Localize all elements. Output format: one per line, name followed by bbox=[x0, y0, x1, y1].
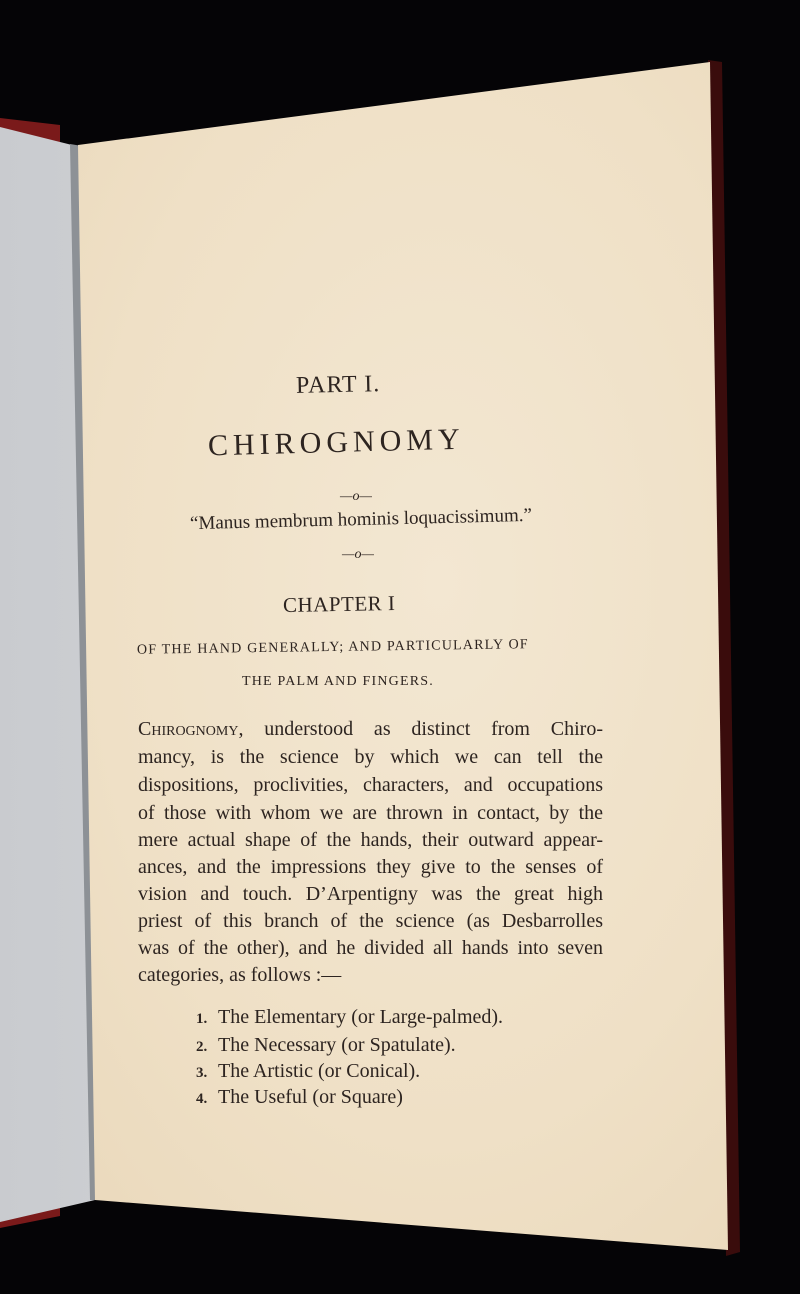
paragraph-line: Chirognomy, understood as distinct from Chiro- bbox=[138, 718, 603, 740]
paragraph-line: was of the other), and he divided all hands into seven bbox=[138, 937, 603, 959]
page-title: CHIROGNOMY bbox=[207, 422, 466, 463]
list-item: 1. The Elementary (or Large-palmed). bbox=[196, 1006, 504, 1028]
paragraph-line: of those with whom we are thrown in contact, by the bbox=[138, 802, 603, 824]
paragraph-line: vision and touch. D’Arpentigny was the great high bbox=[138, 883, 603, 905]
chapter-subheading-line: THE PALM AND FINGERS. bbox=[242, 674, 434, 689]
paragraph-line: ances, and the impressions they give to the senses of bbox=[138, 856, 603, 878]
paragraph-line: mere actual shape of the hands, their outward appear- bbox=[138, 829, 603, 851]
chapter-heading: CHAPTER I bbox=[282, 591, 396, 617]
list-item: 4. The Useful (or Square) bbox=[196, 1086, 403, 1108]
part-heading: PART I. bbox=[295, 371, 381, 399]
paragraph-line: categories, as follows :— bbox=[138, 964, 342, 986]
lead-word: Chirognomy, bbox=[138, 718, 244, 740]
chapter-subheading-line: OF THE HAND GENERALLY; AND PARTICULARLY OF bbox=[136, 637, 529, 658]
list-item: 3. The Artistic (or Conical). bbox=[196, 1060, 421, 1082]
list-item: 2. The Necessary (or Spatulate). bbox=[196, 1034, 456, 1056]
ornament-divider: —o— bbox=[340, 489, 372, 504]
motto: “Manus membrum hominis loquacissimum.” bbox=[189, 504, 533, 535]
ornament-divider: —o— bbox=[342, 547, 374, 562]
paragraph-line: mancy, is the science by which we can tell the bbox=[138, 746, 603, 768]
paragraph-line: dispositions, proclivities, characters, and occupations bbox=[138, 774, 603, 796]
paragraph-line: priest of this branch of the science (as Desbarrolles bbox=[138, 910, 603, 932]
